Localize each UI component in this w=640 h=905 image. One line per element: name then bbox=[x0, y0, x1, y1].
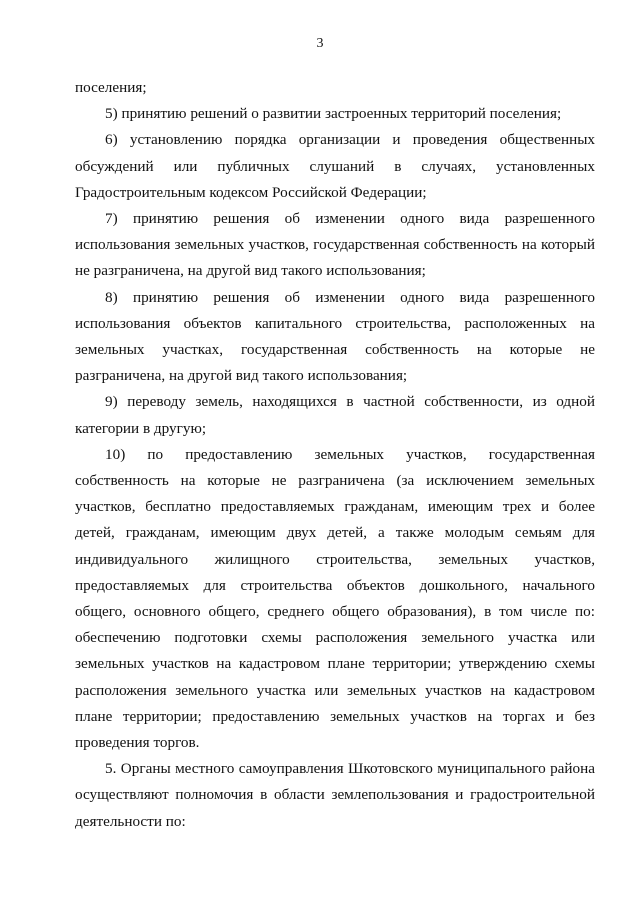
paragraph-item-7: 7) принятию решения об изменении одного вида разрешенного использования земельных участков, государственная собственность на который не разграничена, на другой вид такого использования; bbox=[75, 210, 595, 280]
paragraph-item-10: 10) по предоставлению земельных участков, государственная собственность на которые не разграничена (за исключением земельных участков, бесплатно предоставляемых гражданам, имеющим трех и более детей, гражданам, имеющим двух детей, а также молодым семьям для индивидуального жилищного строительства, земельных участков, предоставляемых для строительства объектов дошкольного, начального общего, основного общего, среднего общего образования), в том числе по: обеспечению подготовки схемы расположения земельного участка или земельных участков на кадастровом плане территории; утверждению схемы расположения земельного участка или земельных участков на кадастровом плане территории; предоставлению земельных участков на торгах и без проведения торгов. bbox=[75, 445, 595, 752]
paragraph-item-5: 5) принятию решений о развитии застроенных территорий поселения; bbox=[105, 105, 562, 123]
paragraph-continuation: поселения; bbox=[75, 79, 147, 96]
paragraph-item-9: 9) переводу земель, находящихся в частной собственности, из одной категории в другую; bbox=[75, 393, 595, 437]
document-body bbox=[75, 75, 595, 835]
paragraph-item-6: 6) установлению порядка организации и проведения общественных обсуждений или публичных слушаний в случаях, установленных Градостроительным кодексом Российской Федерации; bbox=[75, 131, 595, 201]
paragraph-item-8: 8) принятию решения об изменении одного вида разрешенного использования объектов капитального строительства, расположенных на земельных участках, государственная собственность на которые не разграничена, на другой вид такого использования; bbox=[75, 288, 595, 385]
paragraph-section-5: 5. Органы местного самоуправления Шкотовского муниципального района осуществляют полномочия в области землепользования и градостроительной деятельности по: bbox=[75, 760, 595, 830]
page-number: 3 bbox=[316, 36, 324, 51]
